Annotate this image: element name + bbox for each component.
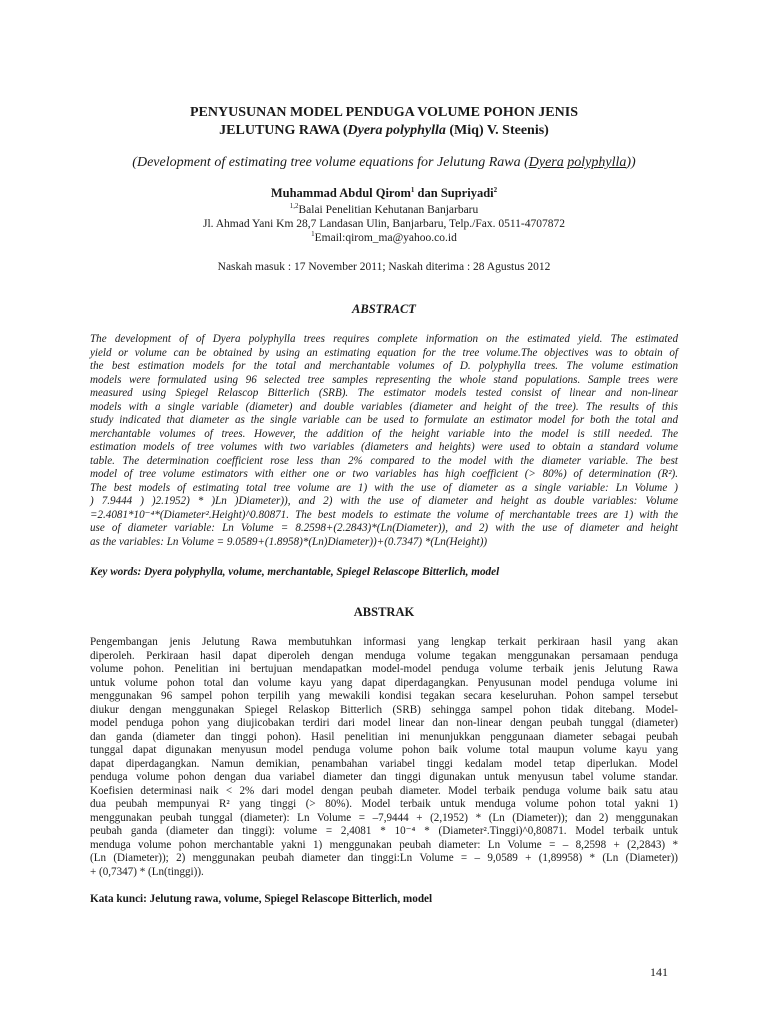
abstrak-line: dua peubah mempunyai R² yang tinggi (> 80%). Model terbaik untuk menduga volume pohon total yakni 1)	[90, 798, 678, 810]
abstrak-line: (Ln (Diameter)); 2) menggunakan peubah diameter dan tinggi:Ln Volume = – 9,0589 + (1,89958) * (Ln (Diameter))	[90, 852, 678, 864]
author-line: Muhammad Abdul Qirom$^1$ dan Supriyadi$^2$	[270, 185, 498, 200]
title-line-1: PENYUSUNAN MODEL PENDUGA VOLUME POHON JENIS	[190, 105, 578, 120]
abstrak-line: Koefisien determinasi naik < 2% dari model dengan peubah diameter. Model terbaik penduga volume baik satu atau	[90, 784, 678, 797]
abstrak-line: peubah ganda (diameter dan tinggi): volume = 2,4081 * 10⁻⁴ * (Diameter².Tinggi)^0,80871. Model terbaik untuk	[90, 825, 678, 837]
abstrak-keywords: Kata kunci: Jelutung rawa, volume, Spiegel Relascope Bitterlich, model	[90, 893, 433, 905]
abstract-line: merchantable volumes of trees. However, the addition of the height variable into the model is still needed. The	[90, 427, 678, 440]
title-species: Dyera polyphylla	[347, 123, 446, 138]
abstrak-line: penduga volume pohon dengan dua variabel diameter dan tinggi digunakan untuk menyusun tabel volume standar.	[90, 771, 678, 783]
affiliation-address: Jl. Ahmad Yani Km 28,7 Landasan Ulin, Banjarbaru, Telp./Fax. 0511-4707872	[202, 218, 566, 230]
affiliation-institution: $^{1,2}$Balai Penelitian Kehutanan Banjarbaru	[289, 202, 479, 216]
english-subtitle: (Development of estimating tree volume equations for Jelutung Rawa (Dyera polyphylla))	[132, 155, 636, 170]
abstract-line: use of diameter variable: Ln Volume = 8.2598+(2.2843)*(Ln(Diameter)), and 2) with the use of diameter and height	[90, 522, 678, 534]
author-email: $^1$Email:qirom_ma@yahoo.co.id	[311, 230, 457, 244]
abstrak-line: volume pohon. Penelitian ini bertujuan mendapatkan model-model penduga volume terbaik jenis Jelutung Rawa	[90, 663, 678, 675]
abstract-line: The development of of Dyera polyphylla trees requires complete information on the estimated yield. The estimated	[90, 333, 678, 345]
abstract-line: ) 7.9444 ) )2.1952) * )Ln )Diameter)), and 2) with the use of diameter and height as double variables: Volume	[90, 495, 678, 507]
abstrak-line: model penduga pohon yang diujicobakan terdiri dari model linear dan non-linear dengan peubah tunggal (diameter)	[90, 717, 678, 729]
abstrak-line: menggunakan 96 sampel pohon terpilih yang mewakili kondisi tegakan secara keseluruhan. Pohon sampel tersebut	[90, 690, 678, 702]
abstract-line: models were formulated using 96 selected tree samples representing the whole stand populations. Sample trees were	[90, 373, 678, 386]
abstrak-line: dapat diperdagangkan. Namun demikian, penambahan variabel tinggi kedalam model tetap diperlukan. Model	[90, 757, 678, 770]
abstract-line: as the variables: Ln Volume = 9.0589+(1.8958)*(Ln)Diameter))+(0.7347) *(Ln(Height))	[90, 535, 488, 548]
abstrak-line: + (0,7347) * (Ln(tinggi)).	[90, 865, 204, 878]
abstract-line: =2.4081*10⁻⁴*(Diameter².Height)^0.80871. The best models to estimate the volume of merchantable trees are 1) with the	[90, 508, 678, 521]
abstract-body	[90, 333, 678, 549]
abstract-line: models with a single variable (diameter) and double variables (diameter and height of the tree). The results of this	[90, 400, 678, 413]
abstrak-line: diperoleh. Perkiraan hasil dapat diperoleh dengan menduga volume tegakan menggunakan persamaan penduga	[90, 649, 678, 662]
abstrak-line: tunggal dapat digunakan menyusun model penduga volume pohon baik volume total maupun volume kayu yang	[90, 744, 678, 756]
abstract-line: study indicated that diameter as the single variable can be used to formulate an estimator model for both the total and	[90, 414, 678, 426]
abstrak-heading: ABSTRAK	[353, 605, 415, 619]
abstract-heading: ABSTRACT	[352, 302, 416, 316]
abstrak-line: diukur dengan menggunakan Spiegel Relaskop Bitterlich (SRB) sehingga sampel pohon tidak ditebang. Model-	[90, 703, 678, 716]
abstract-line: estimation models of tree volumes with two variables (diameters and heights) were used to obtain a standard volume	[90, 441, 678, 453]
abstract-line: table. The determination coefficient rose less than 2% compared to the model with the diameter variable. The best	[90, 454, 678, 467]
page-number: 141	[650, 965, 668, 979]
submission-dates: Naskah masuk : 17 November 2011; Naskah diterima : 28 Agustus 2012	[217, 261, 551, 273]
abstrak-body	[90, 636, 678, 879]
abstrak-line: menduga volume pohon merchantable yakni 1) menggunakan peubah diameter: Ln Volume = – 8,2598 + (2,2843) *	[90, 838, 678, 851]
abstract-line: yield or volume can be obtained by using an estimating equation for the tree volume.The objectives was to obtain of	[90, 346, 678, 359]
abstract-line: The best models of estimating total tree volume are 1) with the use of diameter as a single variable: Ln Volume )	[90, 481, 678, 494]
abstrak-line: dan ganda (diameter dan tinggi pohon). Hasil penelitian ini menunjukkan penggunaan diameter sebagai peubah	[90, 730, 678, 743]
abstract-keywords: Key words: Dyera polyphylla, volume, merchantable, Spiegel Relascope Bitterlich, model	[90, 566, 500, 578]
abstract-line: model of tree volume estimators with either one or two variables has high coefficient (> 80%) of determination (R²).	[90, 468, 678, 480]
abstrak-line: untuk volume pohon total dan volume kayu yang dapat diperdagangkan. Penyusunan model penduga volume ini	[90, 676, 678, 689]
abstrak-line: menggunakan peubah tunggal (diameter): Ln Volume = –7,9444 + (2,1952) * (Ln (Diameter)); dan 2) menggunakan	[90, 811, 678, 824]
abstrak-line: Pengembangan jenis Jelutung Rawa membutuhkan informasi yang lengkap terkait perkiraan hasil yang akan	[90, 636, 678, 648]
abstract-line: the best estimation models for the total and merchantable volumes of D. polyphylla trees. The volume estimation	[90, 360, 678, 372]
title-line-2: JELUTUNG RAWA (Dyera polyphylla (Miq) V. Steenis)	[219, 123, 549, 138]
abstract-line: measured using Spiegel Relascop Bitterlich (SRB). The estimator models tested consist of linear and non-linear	[90, 387, 678, 399]
